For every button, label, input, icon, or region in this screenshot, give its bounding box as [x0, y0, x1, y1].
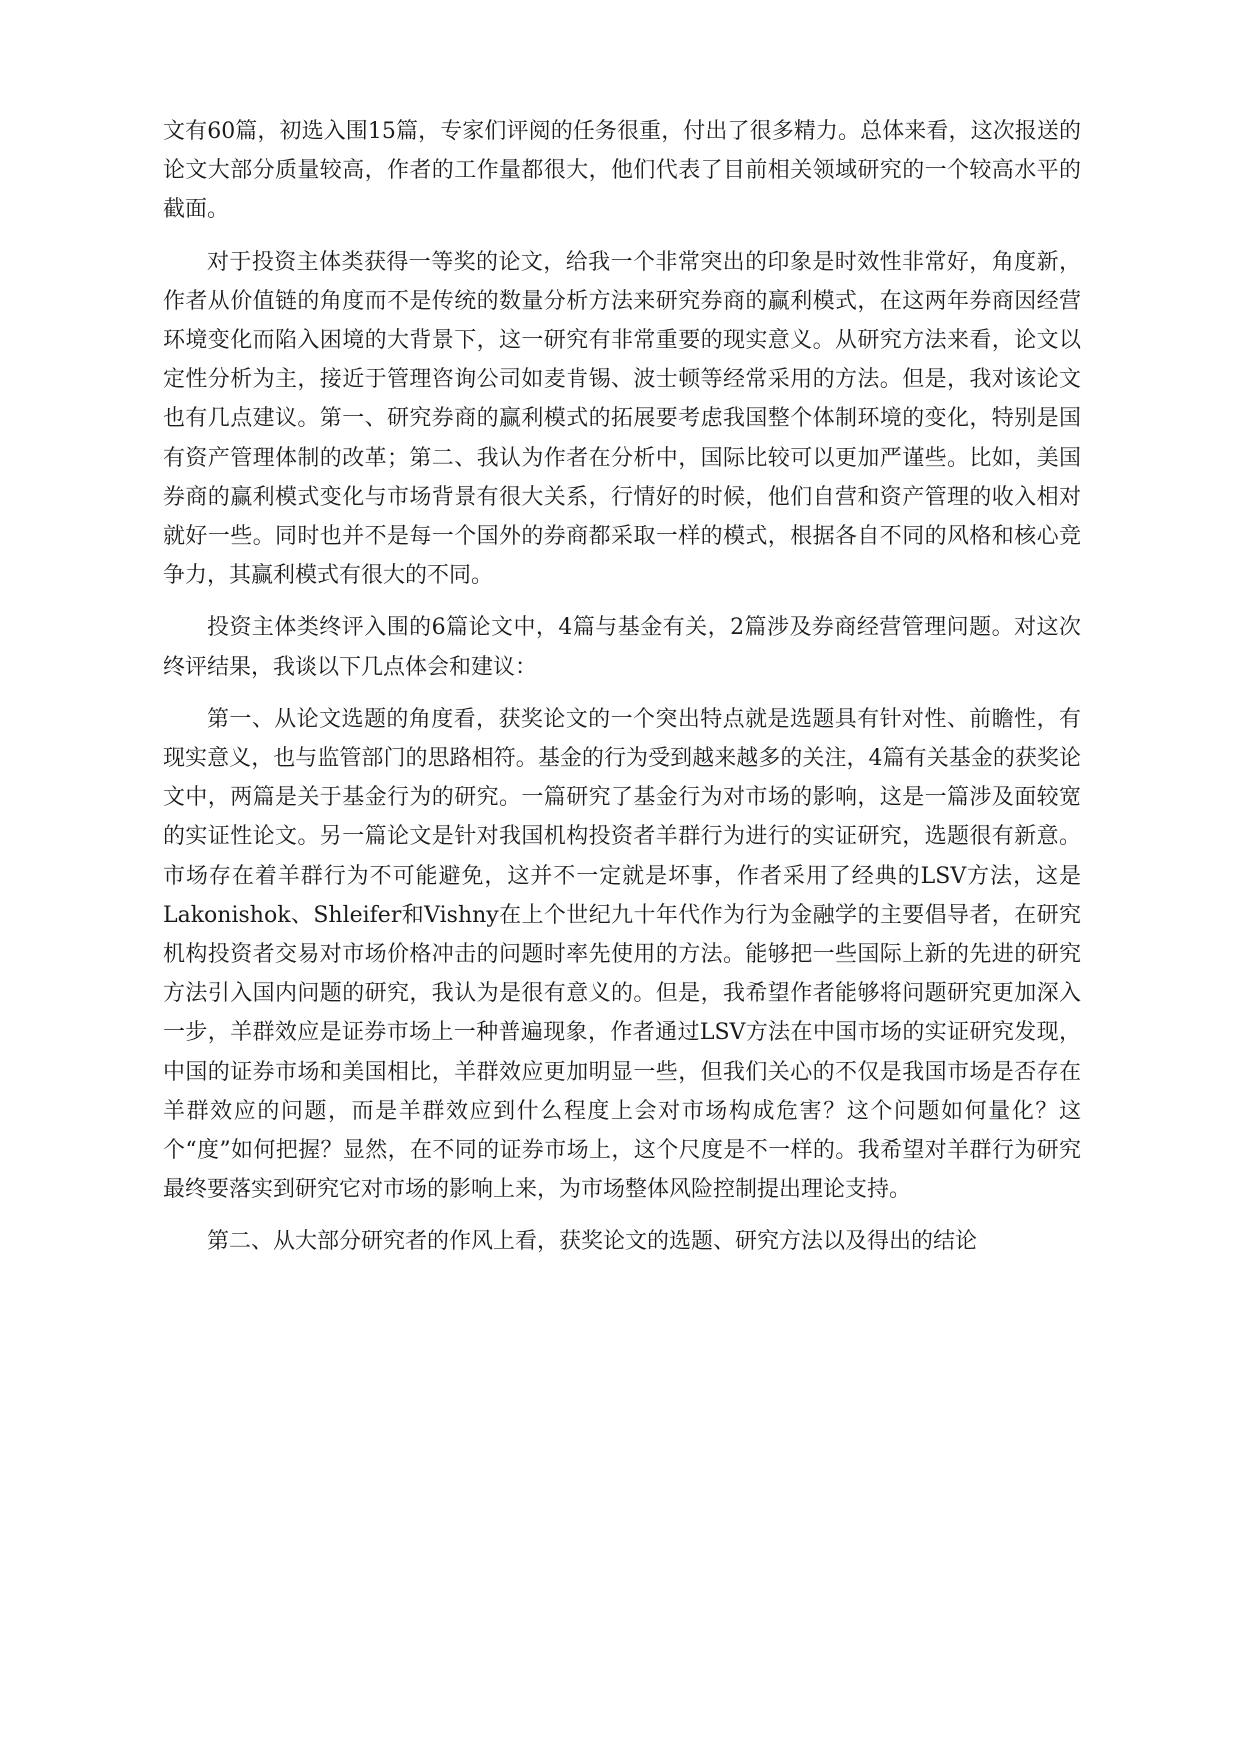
paragraph-5: 第二、从大部分研究者的作风上看，获奖论文的选题、研究方法以及得出的结论 [207, 1229, 978, 1255]
paragraph-3: 投资主体类终评入围的6篇论文中，4篇与基金有关，2篇涉及券商经营管理问题。对这次终评结果，我谈以下几点体会和建议： [163, 615, 1081, 680]
paragraph-1: 文有60篇，初选入围15篇，专家们评阅的任务很重，付出了很多精力。总体来看，这次报送的论文大部分质量较高，作者的工作量都很大，他们代表了目前相关领域研究的一个较高水平的截面。 [163, 119, 1081, 223]
paragraph-2: 对于投资主体类获得一等奖的论文，给我一个非常突出的印象是时效性非常好，角度新，作者从价值链的角度而不是传统的数量分析方法来研究券商的赢利模式，在这两年券商因经营环境变化而陷入困境的大背景下，这一研究有非常重要的现实意义。从研究方法来看，论文以定性分析为主，接近于管理咨询公司如麦肯锡、波士顿等经常采用的方法。但是，我对该论文也有几点建议。第一、研究券商的赢利模式的拓展要考虑我国整个体制环境的变化，特别是国有资产管理体制的改革；第二、我认为作者在分析中，国际比较可以更加严谨些。比如，美国券商的赢利模式变化与市场背景有很大关系，行情好的时候，他们自营和资产管理的收入相对就好一些。同时也并不是每一个国外的券商都采取一样的模式，根据各自不同的风格和核心竞争力，其赢利模式有很大的不同。 [163, 249, 1081, 589]
paragraph-4: 第一、从论文选题的角度看，获奖论文的一个突出特点就是选题具有针对性、前瞻性，有现实意义，也与监管部门的思路相符。基金的行为受到越来越多的关注，4篇有关基金的获奖论文中，两篇是关于基金行为的研究。一篇研究了基金行为对市场的影响，这是一篇涉及面较宽的实证性论文。另一篇论文是针对我国机构投资者羊群行为进行的实证研究，选题很有新意。市场存在着羊群行为不可能避免，这并不一定就是坏事，作者采用了经典的LSV方法，这是Lakonishok、Shleifer和Vishny在上个世纪九十年代作为行为金融学的主要倡导者，在研究机构投资者交易对市场价格冲击的问题时率先使用的方法。能够把一些国际上新的先进的研究方法引入国内问题的研究，我认为是很有意义的。但是，我希望作者能够将问题研究更加深入一步，羊群效应是证券市场上一种普遍现象，作者通过LSV方法在中国市场的实证研究发现，中国的证券市场和美国相比，羊群效应更加明显一些，但我们关心的不仅是我国市场是否存在羊群效应的问题，而是羊群效应到什么程度上会对市场构成危害？这个问题如何量化？这个“度”如何把握？显然，在不同的证券市场上，这个尺度是不一样的。我希望对羊群行为研究最终要落实到研究它对市场的影响上来，为市场整体风险控制提出理论支持。 [163, 706, 1081, 1203]
document-body [163, 112, 1081, 1275]
